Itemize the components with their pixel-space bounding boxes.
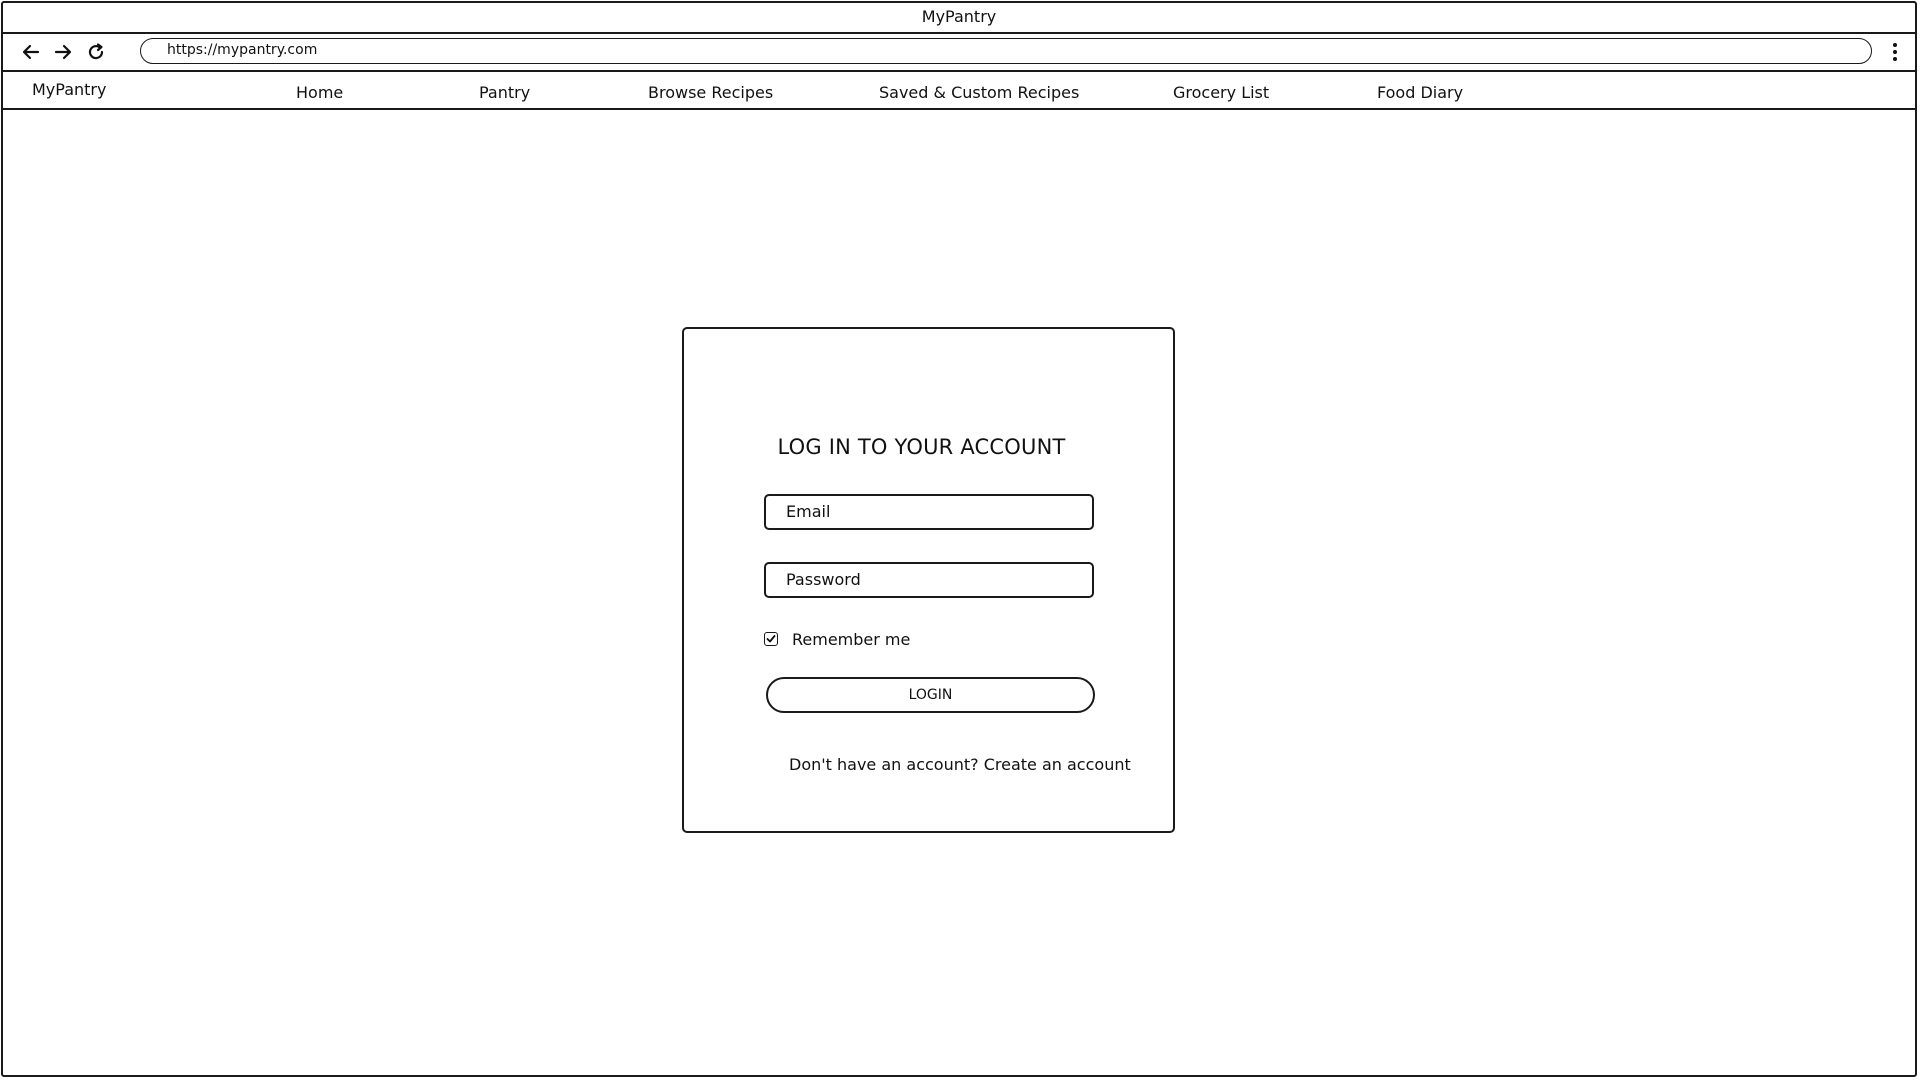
nav-item-pantry[interactable]: Pantry — [479, 83, 531, 102]
remember-me-label: Remember me — [792, 629, 911, 649]
password-field[interactable] — [764, 562, 1094, 598]
checkmark-icon — [766, 634, 776, 644]
forward-arrow-icon — [53, 42, 73, 62]
more-vertical-icon[interactable] — [1889, 40, 1901, 64]
email-placeholder: Email — [786, 502, 831, 521]
app-navbar — [3, 72, 1915, 110]
nav-item-browse-recipes[interactable]: Browse Recipes — [648, 83, 774, 102]
login-button-label: LOGIN — [908, 687, 953, 703]
back-arrow-icon — [21, 42, 41, 62]
nav-item-saved-custom-recipes[interactable]: Saved & Custom Recipes — [879, 83, 1080, 102]
window-titlebar — [3, 3, 1915, 34]
back-button[interactable] — [19, 40, 43, 64]
login-button[interactable] — [766, 677, 1095, 713]
create-account-link[interactable]: Create an account — [983, 755, 1131, 774]
password-placeholder: Password — [786, 570, 861, 589]
signup-line — [789, 755, 1131, 774]
brand-logo[interactable]: MyPantry — [32, 80, 107, 99]
remember-me-checkbox[interactable] — [764, 632, 778, 646]
login-card — [682, 327, 1175, 833]
reload-icon — [86, 42, 106, 62]
browser-window — [1, 1, 1917, 1077]
login-title: LOG IN TO YOUR ACCOUNT — [777, 435, 1066, 459]
nav-item-home[interactable]: Home — [296, 83, 344, 102]
window-title: MyPantry — [921, 7, 997, 26]
email-field[interactable] — [764, 494, 1094, 530]
nav-item-grocery-list[interactable]: Grocery List — [1173, 83, 1270, 102]
forward-button[interactable] — [51, 40, 75, 64]
nav-item-food-diary[interactable]: Food Diary — [1377, 83, 1464, 102]
remember-me-option[interactable] — [764, 629, 910, 649]
address-bar[interactable] — [140, 38, 1872, 64]
reload-button[interactable] — [84, 40, 108, 64]
browser-toolbar — [3, 34, 1915, 72]
signup-prompt: Don't have an account? — [789, 755, 979, 774]
url-text: https://mypantry.com — [167, 42, 318, 58]
